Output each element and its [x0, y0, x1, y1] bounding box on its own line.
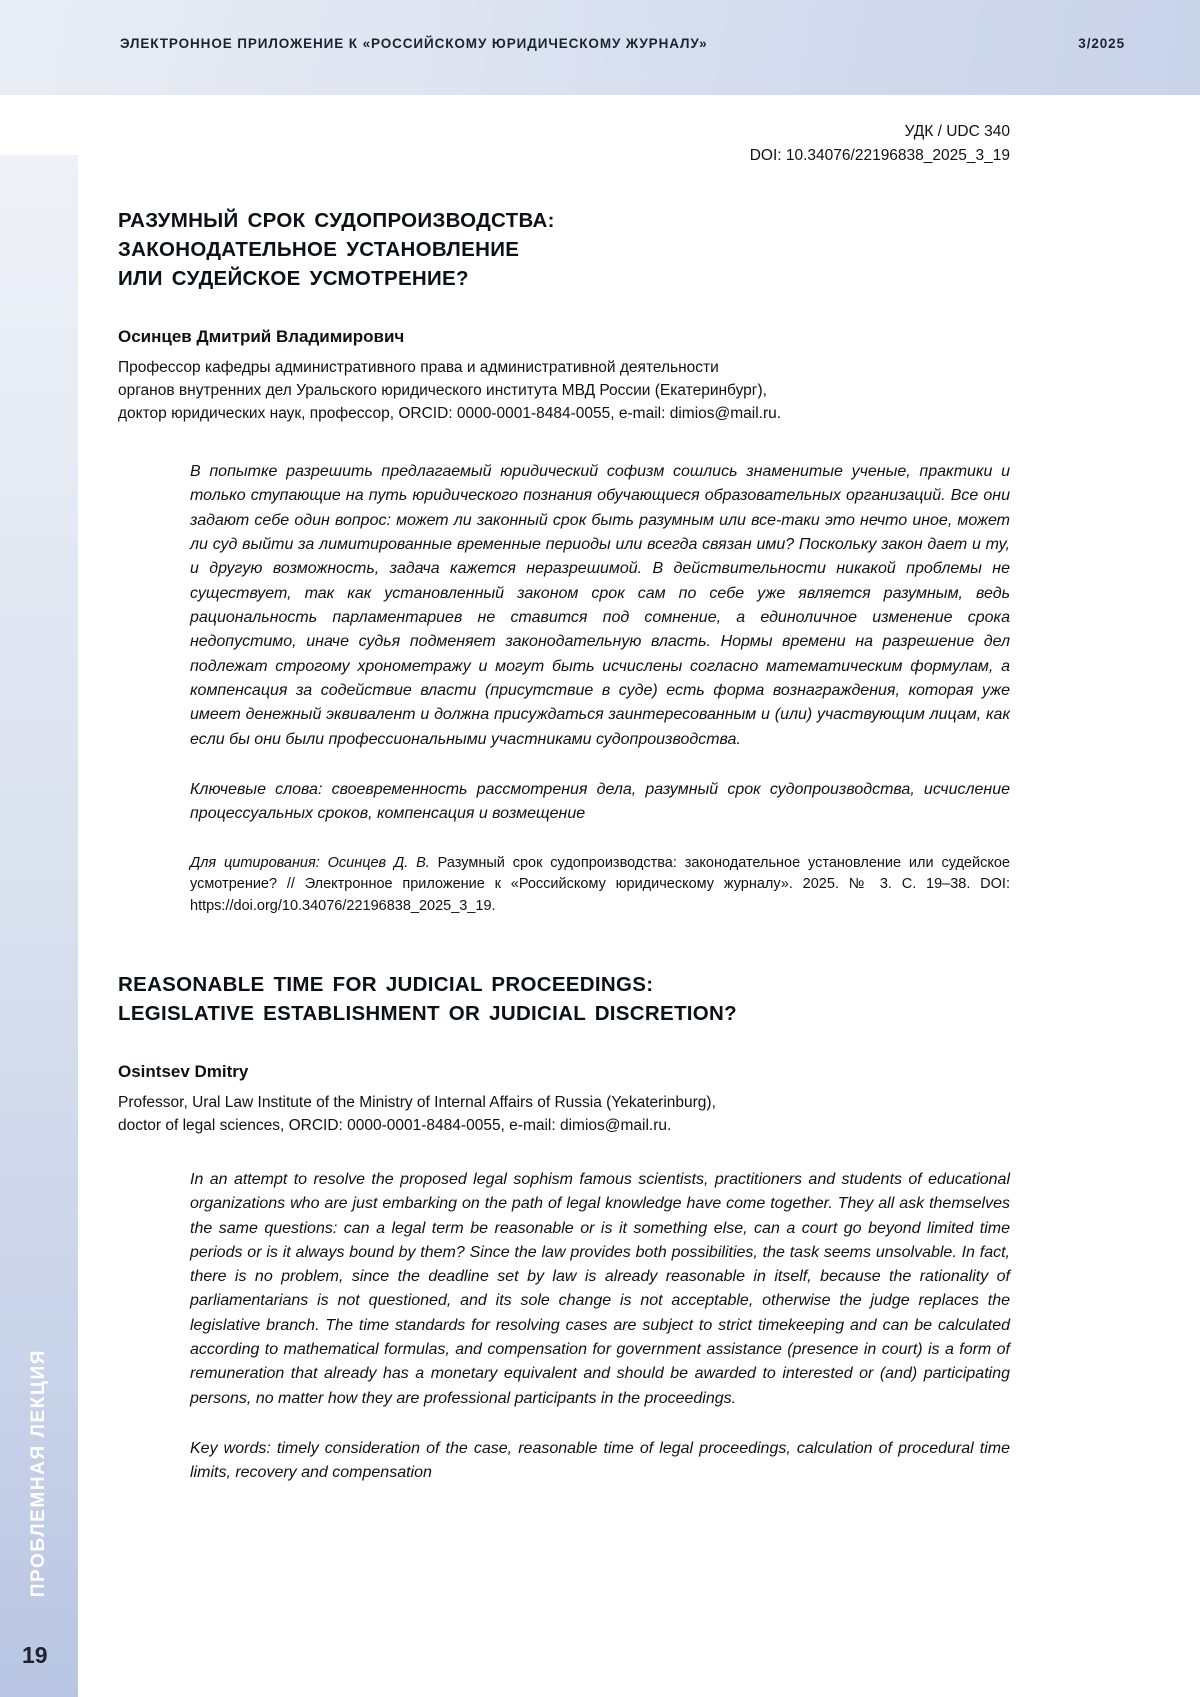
article-title-ru: РАЗУМНЫЙ СРОК СУДОПРОИЗВОДСТВА: ЗАКОНОДАТЕЛЬНОЕ УСТАНОВЛЕНИЕ ИЛИ СУДЕЙСКОЕ УСМОТРЕНИЕ?	[118, 209, 555, 291]
english-section	[118, 970, 1010, 1486]
author-affiliation-en: Professor, Ural Law Institute of the Ministry of Internal Affairs of Russia (Yekaterinburg), doctor of legal sciences, ORCID: 0000-0001-8484-0055, e-mail: dimios@mail.ru.	[118, 1094, 716, 1134]
keywords-en: Key words: timely consideration of the case, reasonable time of legal proceedings, calculation of procedural time limits, recovery and compensation	[190, 1440, 1010, 1482]
citation-ru	[190, 853, 1010, 918]
page-number: 19	[22, 1642, 48, 1668]
citation-rest-ru: Разумный срок судопроизводства: законодательное установление или судейское усмотрение? // Электронное приложение к «Российскому юридическому журналу». 2025. № 3. С. 19–38. DOI: https://doi.org/10.34076/22196838_2025_3_19.	[190, 854, 1010, 915]
udc-code: УДК / UDC 340	[904, 123, 1010, 140]
abstract-text-en: In an attempt to resolve the proposed legal sophism famous scientists, practitioners and students of educational organizations who are just embarking on the path of legal knowledge have come together. They all ask themselves the same questions: can a legal term be reasonable or is it something else, can a court go beyond limited time periods or is it always bound by them? Since the law provides both possibilities, the task seems unsolvable. In fact, there is no problem, since the deadline set by law is already reasonable in itself, because the rationality of parliamentarians is not questioned, and its sole change is not acceptable, otherwise the judge replaces the legislative branch. The time standards for resolving cases are subject to strict timekeeping and can be calculated according to mathematical formulas, and compensation for government assistance (presence in court) is a form of remuneration that already has a monetary equivalent and should be awarded to interested or (and) participating persons, no matter how they are professional participants in the proceedings.	[190, 1170, 1010, 1407]
page-header	[120, 36, 1125, 51]
identifiers-block	[118, 120, 1010, 168]
sidebar-strip	[0, 95, 78, 1697]
abstract-text-ru: В попытке разрешить предлагаемый юридический софизм сошлись знаменитые ученые, практики и только ступающие на путь юридического познания обучающиеся образовательных организаций. Все они задают себе один вопрос: может ли законный срок быть разумным или все-таки это нечто иное, может ли суд выйти за лимитированные временные периоды или всегда связан ими? Поскольку закон дает и ту, и другую возможность, задача кажется неразрешимой. В действительности никакой проблемы не существует, так как установленный законом срок сам по себе уже является разумным, ведь рациональность парламентариев не ставится под сомнение, а единоличное изменение срока недопустимо, иначе судья подменяет законодательную власть. Нормы времени на разрешение дел подлежат строгому хронометражу и могут быть исчислены согласно математическим формулам, а компенсация за содействие власти (присутствие в суде) есть форма вознаграждения, которая уже имеет денежный эквивалент и должна присуждаться заинтересованным и (или) участвующим лицам, как если бы они были профессиональными участниками судопроизводства.	[190, 463, 1010, 748]
section-rubric-label: ПРОБЛЕМНАЯ ЛЕКЦИЯ	[28, 1348, 49, 1597]
citation-lead-ru: Для цитирования: Осинцев Д. В.	[190, 854, 430, 871]
abstract-block-ru	[190, 460, 1010, 918]
article-title-en: REASONABLE TIME FOR JUDICIAL PROCEEDINGS: LEGISLATIVE ESTABLISHMENT OR JUDICIAL DISCRETION?	[118, 972, 737, 1025]
author-affiliation-ru: Профессор кафедры административного права и административной деятельности органов внутренних дел Уральского юридического института МВД России (Екатеринбург), доктор юридических наук, профессор, ORCID: 0000-0001-8484-0055, e-mail: dimios@mail.ru.	[118, 359, 782, 423]
issue-number: 3/2025	[1078, 36, 1125, 51]
abstract-block-en	[190, 1168, 1010, 1486]
author-name-ru: Осинцев Дмитрий Владимирович	[118, 327, 405, 347]
section-divider	[118, 918, 1010, 970]
page-header-band	[0, 0, 1200, 95]
author-name-en: Osintsev Dmitry	[118, 1062, 249, 1082]
article-content	[118, 120, 1010, 1512]
journal-title: ЭЛЕКТРОННОЕ ПРИЛОЖЕНИЕ К «РОССИЙСКОМУ ЮРИДИЧЕСКОМУ ЖУРНАЛУ»	[120, 36, 708, 51]
section-rubric	[0, 1349, 78, 1602]
doi-code: DOI: 10.34076/22196838_2025_3_19	[749, 147, 1010, 165]
keywords-ru: Ключевые слова: своевременность рассмотрения дела, разумный срок судопроизводства, исчисление процессуальных сроков, компенсация и возмещение	[190, 780, 1010, 823]
